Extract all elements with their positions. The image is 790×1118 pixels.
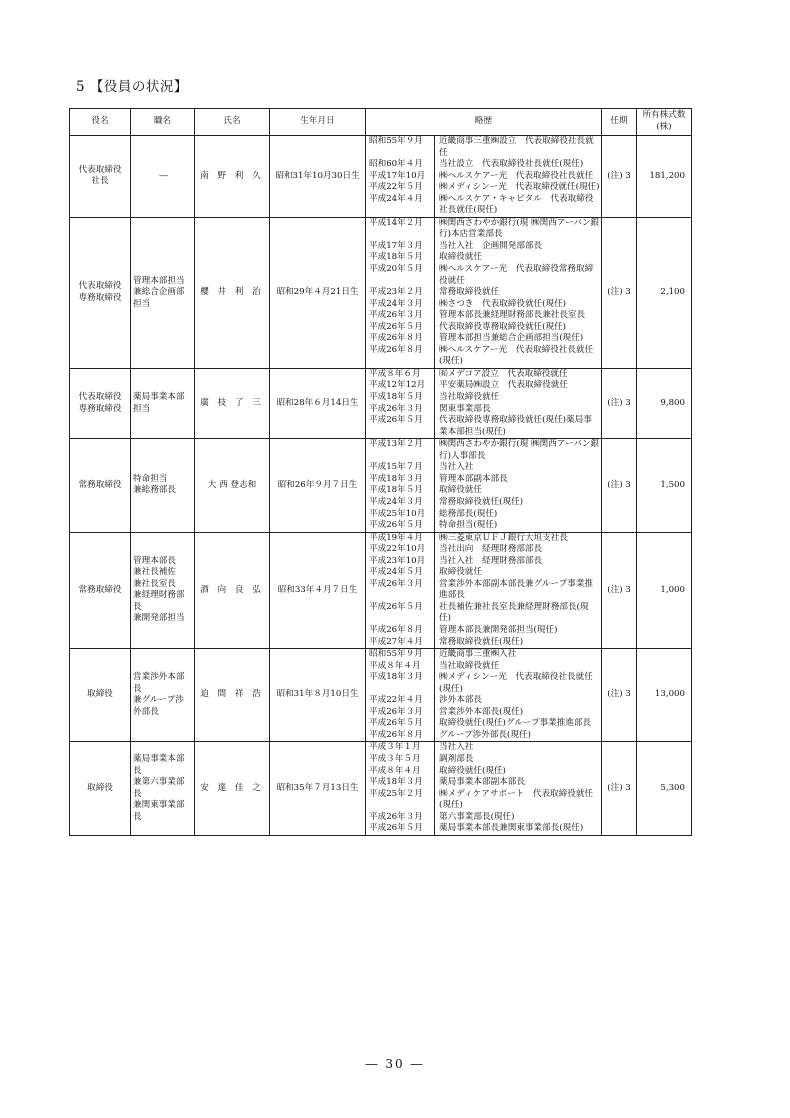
- officer-career-history: [366, 649, 602, 742]
- career-text: 当社入社 企画開発部部長: [439, 240, 543, 251]
- career-date: 平成25年10月: [366, 509, 435, 521]
- officer-row: [70, 742, 692, 835]
- career-entry: [366, 404, 601, 416]
- officer-role: [70, 368, 131, 438]
- career-entry: [366, 136, 601, 159]
- career-text: 当社取締役就任: [439, 660, 500, 671]
- officer-career-history: [366, 368, 602, 438]
- role-line: 代表取締役: [78, 164, 122, 175]
- officer-position: [131, 532, 195, 648]
- career-date: 平成17年10月: [366, 171, 435, 183]
- career-date: 平成26年８月: [366, 333, 435, 345]
- career-date: 平成３年５月: [366, 754, 435, 766]
- career-entry: [366, 218, 601, 241]
- career-text: ㈱メディシンー光 代表取締役社長就任(現任): [439, 672, 593, 694]
- career-text: ㈱さつき 代表取締役就任(現任): [439, 298, 567, 309]
- career-text: 特命担当(現任): [439, 520, 498, 531]
- career-text: ㈱ヘルスケアー光 代表取締役常務取締役就任: [439, 264, 594, 286]
- career-text: 薬局事業本部副本部長: [439, 777, 525, 788]
- career-entry: [366, 264, 601, 287]
- career-date: 平成27年４月: [366, 637, 435, 649]
- career-text: 当社設立 代表取締役社長就任(現任): [439, 159, 584, 170]
- career-date: 平成20年５月: [366, 264, 435, 287]
- position-line: 兼関東事業部: [133, 800, 185, 811]
- career-text: 取締役就任: [439, 252, 482, 263]
- career-text: 営業渉外本部長(現任): [439, 706, 524, 717]
- position-line: 兼社長補佐: [133, 567, 176, 578]
- officer-career-history: [366, 742, 602, 835]
- career-entry: [366, 171, 601, 183]
- officer-shares: 9,800: [637, 368, 692, 438]
- career-text: ㈱メディシンー光 代表取締役就任(現任): [439, 182, 600, 193]
- career-date: 平成12年12月: [366, 380, 435, 392]
- career-entry: [366, 497, 601, 509]
- col-header-name: 氏名: [195, 109, 270, 136]
- career-date: 平成26年５月: [366, 520, 435, 532]
- officer-name: 廣 枝 了 三: [195, 368, 270, 438]
- position-line: 長: [133, 601, 142, 612]
- officer-position: [131, 136, 195, 218]
- role-line: 社長: [91, 176, 109, 187]
- career-text: 管理本部担当兼総合企画部担当(現任): [439, 333, 584, 344]
- career-entry: [366, 392, 601, 404]
- position-line: 特命担当: [133, 473, 168, 484]
- career-entry: [366, 707, 601, 719]
- career-date: 平成14年２月: [366, 218, 435, 241]
- career-date: 平成23年２月: [366, 287, 435, 299]
- officer-name: 迫 間 祥 浩: [195, 649, 270, 742]
- section-heading: 5 【役員の状況】: [76, 79, 188, 95]
- page-number: ― 30 ―: [365, 1057, 425, 1071]
- header-row: [70, 109, 692, 136]
- officer-career-history: [366, 136, 602, 218]
- career-date: 平成26年３月: [366, 579, 435, 602]
- col-header-term: 任期: [602, 109, 637, 136]
- career-date: 平成３年１月: [366, 742, 435, 754]
- position-line: 管理本部長: [133, 555, 176, 566]
- career-date: 平成24年５月: [366, 567, 435, 579]
- career-entry: [366, 345, 601, 368]
- career-text: 代表取締役専務取締役就任(現任): [439, 321, 567, 332]
- career-entry: [366, 754, 601, 766]
- officer-birthdate: 昭和29年４月21日生: [270, 217, 366, 368]
- career-date: 平成26年３月: [366, 310, 435, 322]
- career-date: 平成18年３月: [366, 777, 435, 789]
- role-line: 取締役: [87, 782, 113, 793]
- position-line: 担当: [133, 403, 151, 414]
- career-text: 管理本部長兼開発部担当(現任): [439, 624, 558, 635]
- career-date: 平成８年４月: [366, 661, 435, 673]
- officer-role: [70, 217, 131, 368]
- career-date: 平成26年３月: [366, 812, 435, 824]
- career-date: 平成18年３月: [366, 672, 435, 695]
- role-line: 専務取締役: [78, 403, 122, 414]
- officer-term: (注) 3: [602, 439, 637, 532]
- career-entry: [366, 695, 601, 707]
- position-line: 管理本部担当: [133, 275, 185, 286]
- career-entry: [366, 533, 601, 545]
- career-date: 平成17年３月: [366, 241, 435, 253]
- officer-role: [70, 136, 131, 218]
- position-line: 兼第六事業部: [133, 777, 185, 788]
- officer-term: (注) 3: [602, 136, 637, 218]
- officer-name: 安 達 佳 之: [195, 742, 270, 835]
- career-text: 常務取締役就任(現任): [439, 636, 524, 647]
- officer-shares: 13,000: [637, 649, 692, 742]
- career-entry: [366, 766, 601, 778]
- career-date: 平成18年５月: [366, 485, 435, 497]
- position-line: 薬局事業本部: [133, 753, 185, 764]
- career-entry: [366, 649, 601, 661]
- career-entry: [366, 299, 601, 311]
- officer-position: [131, 742, 195, 835]
- position-line: 長: [133, 788, 142, 799]
- career-list: [366, 742, 601, 834]
- career-entry: [366, 625, 601, 637]
- career-entry: [366, 369, 601, 381]
- officer-shares: 2,100: [637, 217, 692, 368]
- career-date: 平成24年３月: [366, 497, 435, 509]
- position-line: 担当: [133, 298, 151, 309]
- career-entry: [366, 287, 601, 299]
- officer-birthdate: 昭和26年９月７日生: [270, 439, 366, 532]
- role-line: 代表取締役: [78, 281, 122, 292]
- career-text: 第六事業部長(現任): [439, 811, 515, 822]
- role-line: 常務取締役: [78, 479, 122, 490]
- career-entry: [366, 777, 601, 789]
- career-text: ㈱関西さわやか銀行(現 ㈱関西アーバン銀行)人事部長: [439, 439, 600, 461]
- career-date: 平成26年５月: [366, 322, 435, 334]
- career-entry: [366, 730, 601, 742]
- role-line: 常務取締役: [78, 584, 122, 595]
- position-line: 外部長: [133, 706, 159, 717]
- career-text: 営業渉外本部副本部長兼グループ事業推進部長: [439, 578, 594, 601]
- career-text: 代表取締役専務取締役就任(現任)薬局事業本部担当(現任): [439, 415, 592, 437]
- career-text: 当社入社 経理財務部部長: [439, 555, 543, 566]
- position-line: 兼経理財務部: [133, 590, 185, 601]
- career-date: 平成18年５月: [366, 392, 435, 404]
- officer-term: (注) 3: [602, 368, 637, 438]
- officer-role: [70, 532, 131, 648]
- career-date: 平成26年３月: [366, 707, 435, 719]
- career-date: 平成15年７月: [366, 462, 435, 474]
- career-date: 平成18年３月: [366, 474, 435, 486]
- career-date: 平成26年８月: [366, 345, 435, 368]
- officer-row: [70, 217, 692, 368]
- career-date: 平成23年10月: [366, 556, 435, 568]
- career-entry: [366, 159, 601, 171]
- career-text: 取締役就任: [439, 567, 482, 578]
- col-header-history: 略歴: [366, 109, 602, 136]
- position-line: 兼総合企画部: [133, 287, 185, 298]
- role-line: 代表取締役: [78, 392, 122, 403]
- career-entry: [366, 333, 601, 345]
- role-line: 取締役: [87, 689, 113, 700]
- career-text: 当社出向 経理財務部部長: [439, 544, 543, 555]
- career-date: 平成26年５月: [366, 718, 435, 730]
- career-text: 渉外本部長: [439, 695, 482, 706]
- career-date: 平成24年４月: [366, 194, 435, 217]
- career-entry: [366, 380, 601, 392]
- career-date: 平成26年５月: [366, 602, 435, 625]
- officer-row: [70, 368, 692, 438]
- col-header-title: 職名: [131, 109, 195, 136]
- officer-shares: 5,300: [637, 742, 692, 835]
- career-text: 薬局事業本部長兼関東事業部長(現任): [439, 823, 584, 834]
- career-date: 平成18年５月: [366, 252, 435, 264]
- career-date: 平成25年２月: [366, 789, 435, 812]
- position-line: 長: [133, 765, 142, 776]
- officer-career-history: [366, 439, 602, 532]
- career-entry: [366, 485, 601, 497]
- career-date: 平成24年３月: [366, 299, 435, 311]
- career-list: [366, 369, 601, 438]
- career-date: 平成26年５月: [366, 415, 435, 438]
- officer-birthdate: 昭和31年８月10日生: [270, 649, 366, 742]
- officer-name: 櫻 井 利 治: [195, 217, 270, 368]
- officer-position: [131, 439, 195, 532]
- position-line: 兼開発部担当: [133, 613, 185, 624]
- career-text: 社長補佐兼社長室長兼経理財務部長(現任): [439, 601, 589, 624]
- career-entry: [366, 322, 601, 334]
- career-date: 平成19年４月: [366, 533, 435, 545]
- career-date: 平成26年８月: [366, 730, 435, 742]
- career-entry: [366, 637, 601, 649]
- position-line: 兼グループ渉: [133, 695, 184, 706]
- officer-name: 酒 向 良 弘: [195, 532, 270, 648]
- career-date: 昭和55年９月: [366, 649, 435, 661]
- career-list: [366, 136, 601, 217]
- career-text: 平安薬局㈱設立 代表取締役就任: [439, 380, 568, 391]
- position-line: 薬局事業本部: [133, 392, 185, 403]
- career-text: 総務部長(現任): [439, 508, 498, 519]
- officer-role: [70, 439, 131, 532]
- officer-row: [70, 439, 692, 532]
- officer-birthdate: 昭和28年６月14日生: [270, 368, 366, 438]
- career-entry: [366, 556, 601, 568]
- career-entry: [366, 310, 601, 322]
- career-date: 平成26年５月: [366, 823, 435, 835]
- career-entry: [366, 742, 601, 754]
- career-date: 平成８年４月: [366, 766, 435, 778]
- officers-table: [69, 108, 692, 836]
- career-text: ㈱ヘルスケア・キャピタル 代表取締役社長就任(現任): [439, 193, 594, 216]
- career-entry: [366, 474, 601, 486]
- officer-role: [70, 649, 131, 742]
- career-text: 取締役就任: [439, 485, 482, 496]
- career-text: ㈱ヘルスケアー光 代表取締役社長就任 (現任): [439, 344, 594, 367]
- officer-term: (注) 3: [602, 217, 637, 368]
- career-entry: [366, 812, 601, 824]
- officer-role: [70, 742, 131, 835]
- position-line: ―: [159, 170, 168, 181]
- officer-shares: 1,500: [637, 439, 692, 532]
- career-text: ㈲メデコア設立 代表取締役就任: [439, 368, 568, 379]
- career-entry: [366, 252, 601, 264]
- officer-shares: 181,200: [637, 136, 692, 218]
- career-text: 管理本部副本部長: [439, 473, 508, 484]
- officer-position: [131, 368, 195, 438]
- career-text: 常務取締役就任(現任): [439, 496, 524, 507]
- shares-header-line2: (株): [656, 122, 672, 132]
- career-list: [366, 649, 601, 741]
- position-line: 営業渉外本部: [133, 672, 185, 683]
- career-date: 平成22年４月: [366, 695, 435, 707]
- career-text: 近畿商事三重㈱入社: [439, 649, 517, 660]
- officer-row: [70, 649, 692, 742]
- officer-position: [131, 217, 195, 368]
- officer-rows: [70, 136, 692, 836]
- career-entry: [366, 520, 601, 532]
- career-text: 取締役就任(現任)グループ事業推進部長: [439, 718, 592, 729]
- career-entry: [366, 544, 601, 556]
- career-text: 当社入社: [439, 742, 474, 753]
- officer-term: (注) 3: [602, 742, 637, 835]
- position-line: 兼社長室長: [133, 578, 176, 589]
- officer-name: 南 野 利 久: [195, 136, 270, 218]
- career-entry: [366, 672, 601, 695]
- career-text: 近畿商事三重㈱設立 代表取締役社長就任: [439, 136, 594, 158]
- career-date: 平成22年５月: [366, 182, 435, 194]
- officer-row: [70, 532, 692, 648]
- role-line: 専務取締役: [78, 292, 122, 303]
- career-list: [366, 218, 601, 368]
- col-header-dob: 生年月日: [270, 109, 366, 136]
- officer-term: (注) 3: [602, 532, 637, 648]
- col-header-role: 役名: [70, 109, 131, 136]
- career-text: 関東事業部長: [439, 403, 491, 414]
- officer-birthdate: 昭和35年７月13日生: [270, 742, 366, 835]
- officer-position: [131, 649, 195, 742]
- officer-row: [70, 136, 692, 218]
- career-list: [366, 439, 601, 531]
- career-text: ㈱メディケアサポート 代表取締役就任(現任): [439, 788, 594, 811]
- career-entry: [366, 194, 601, 217]
- career-entry: [366, 579, 601, 602]
- career-text: 調剤部長: [439, 753, 474, 764]
- career-entry: [366, 823, 601, 835]
- career-text: グループ渉外部長(現任): [439, 729, 531, 740]
- col-header-shares: [637, 109, 692, 136]
- career-text: ㈱ヘルスケアー光 代表取締役社長就任: [439, 170, 594, 181]
- officer-shares: 1,000: [637, 532, 692, 648]
- career-entry: [366, 567, 601, 579]
- career-entry: [366, 439, 601, 462]
- career-date: 昭和60年４月: [366, 159, 435, 171]
- officer-name: 大 西 登志和: [195, 439, 270, 532]
- officer-term: (注) 3: [602, 649, 637, 742]
- career-text: 常務取締役就任: [439, 287, 500, 298]
- career-text: ㈱関西さわやか銀行(現 ㈱関西アーバン銀行)本店営業部長: [439, 217, 600, 240]
- career-entry: [366, 462, 601, 474]
- career-entry: [366, 415, 601, 438]
- career-date: 平成13年２月: [366, 439, 435, 462]
- career-date: 平成26年３月: [366, 404, 435, 416]
- career-text: 当社取締役就任: [439, 392, 500, 403]
- career-list: [366, 533, 601, 648]
- position-line: 長: [133, 811, 142, 822]
- career-entry: [366, 241, 601, 253]
- officer-career-history: [366, 217, 602, 368]
- career-entry: [366, 509, 601, 521]
- career-date: 平成26年８月: [366, 625, 435, 637]
- career-entry: [366, 789, 601, 812]
- officer-career-history: [366, 532, 602, 648]
- career-date: 平成22年10月: [366, 544, 435, 556]
- career-entry: [366, 718, 601, 730]
- officer-birthdate: 昭和31年10月30日生: [270, 136, 366, 218]
- officer-birthdate: 昭和33年４月７日生: [270, 532, 366, 648]
- career-entry: [366, 602, 601, 625]
- career-entry: [366, 182, 601, 194]
- career-date: 平成８年６月: [366, 369, 435, 381]
- shares-header-line1: 所有株式数: [642, 110, 686, 121]
- career-entry: [366, 661, 601, 673]
- career-text: 取締役就任(現任): [439, 765, 506, 776]
- position-line: 長: [133, 683, 142, 694]
- career-text: ㈱三菱東京ＵＦＪ銀行大垣支社長: [439, 532, 568, 543]
- position-line: 兼総務部長: [133, 485, 176, 496]
- career-text: 当社入社: [439, 462, 474, 473]
- career-text: 管理本部長兼経理財務部長兼社長室長: [439, 310, 586, 321]
- career-date: 昭和55年９月: [366, 136, 435, 159]
